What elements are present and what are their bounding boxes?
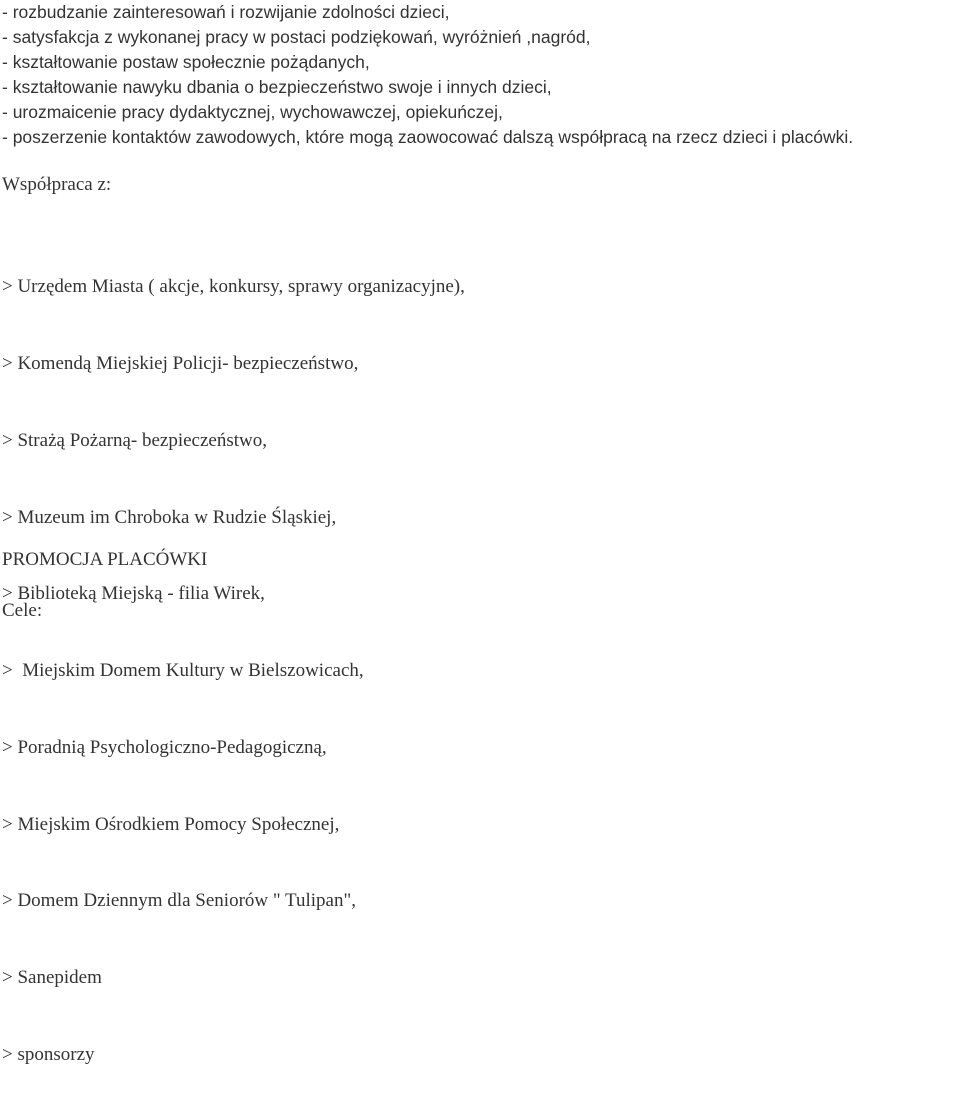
partner-item: > Miejskim Domem Kultury w Bielszowicach, [2, 660, 364, 682]
partner-item: > Biblioteką Miejską - filia Wirek, [2, 583, 265, 605]
partner-item: > Poradnią Psychologiczno-Pedagogiczną, [2, 736, 327, 758]
partner-item: > Komendą Miejskiej Policji- bezpieczeństwo, [2, 352, 359, 374]
goals-list-item: - rozbudzanie zainteresowań i rozwijanie zdolności dzieci, [2, 2, 450, 22]
partner-item: > Domem Dziennym dla Seniorów " Tulipan", [2, 890, 356, 912]
promotion-goals-label: Cele: [2, 600, 43, 621]
goals-list-item: - satysfakcja z wykonanej pracy w postaci podziękowań, wyróżnień ,nagród, [2, 27, 591, 47]
goals-list-item: - kształtowanie nawyku dbania o bezpieczeństwo swoje i innych dzieci, [2, 77, 552, 97]
partner-item: > sponsorzy [2, 1044, 95, 1065]
partner-item: > Urzędem Miasta ( akcje, konkursy, sprawy organizacyjne), [2, 276, 465, 298]
goals-list-item: - kształtowanie postaw społecznie pożądanych, [2, 52, 370, 72]
promotion-heading: PROMOCJA PLACÓWKI [2, 549, 208, 570]
partner-item: > Muzeum im Chroboka w Rudzie Śląskiej, [2, 506, 337, 528]
partner-item: > Miejskim Ośrodkiem Pomocy Społecznej, [2, 813, 340, 835]
goals-list [2, 0, 853, 150]
partner-item: > Strażą Pożarną- bezpieczeństwo, [2, 429, 267, 451]
goals-list-item: - urozmaicenie pracy dydaktycznej, wychowawczej, opiekuńczej, [2, 102, 503, 122]
partners-list [2, 223, 465, 1119]
goals-list-item: - poszerzenie kontaktów zawodowych, które mogą zaowocować dalszą współpracą na rzecz dzieci i placówki. [2, 127, 854, 147]
partner-item: > Sanepidem [2, 967, 102, 989]
cooperation-label: Współpraca z: [2, 174, 112, 195]
